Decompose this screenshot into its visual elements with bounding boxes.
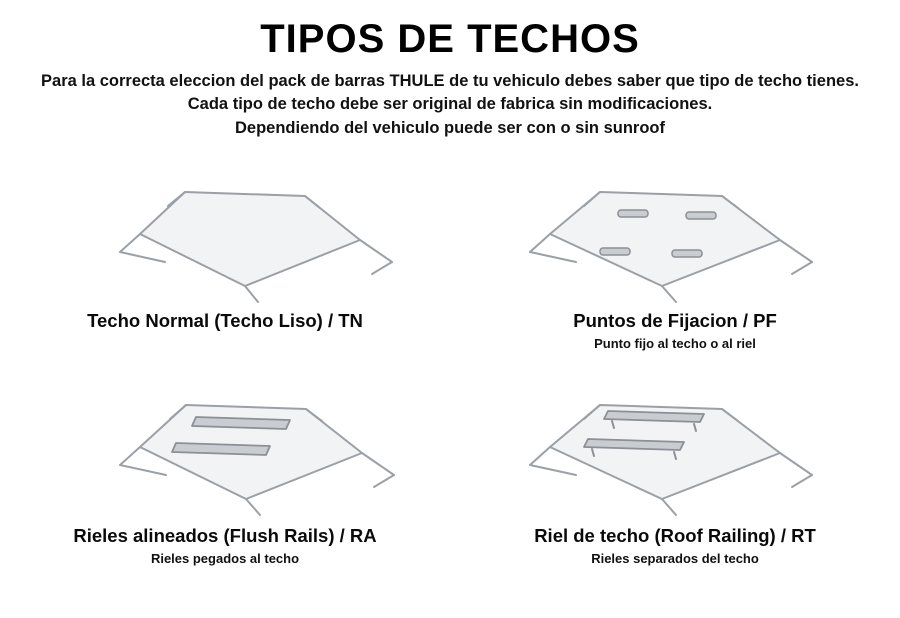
roof-type-label: Riel de techo (Roof Railing) / RT (534, 525, 816, 546)
roof-type-sublabel: Rieles pegados al techo (150, 551, 300, 567)
roof-type-card-riel-de-techo (450, 381, 900, 596)
caption-block (450, 525, 900, 567)
roof-type-card-puntos-de-fijacion (450, 166, 900, 381)
roof-type-label: Techo Normal (Techo Liso) / TN (87, 310, 363, 331)
car-roof-raised-rails-icon (450, 381, 900, 521)
roof-type-sublabel: Rieles separados del techo (591, 551, 759, 567)
intro-text (0, 70, 900, 140)
intro-line-3: Dependiendo del vehiculo puede ser con o sin sunroof (235, 118, 665, 137)
intro-line-1: Para la correcta eleccion del pack de barras THULE de tu vehiculo debes saber que tipo de techo tienes. (41, 72, 859, 90)
roof-type-sublabel: Punto fijo al techo o al riel (594, 336, 756, 352)
roof-types-grid (0, 166, 900, 596)
roof-type-card-techo-normal (0, 166, 450, 381)
intro-line-2: Cada tipo de techo debe ser original de fabrica sin modificaciones. (187, 95, 713, 114)
roof-type-card-rieles-alineados (0, 381, 450, 596)
roof-type-label: Rieles alineados (Flush Rails) / RA (73, 525, 377, 546)
car-roof-fixpoints-icon (450, 166, 900, 306)
caption-block (0, 525, 450, 567)
page-title: TIPOS DE TECHOS (260, 17, 640, 61)
car-roof-plain-icon (0, 166, 450, 306)
roof-type-label: Puntos de Fijacion / PF (573, 310, 777, 331)
poster-root (0, 18, 900, 618)
car-roof-flush-rails-icon (0, 381, 450, 521)
caption-block (450, 310, 900, 352)
caption-block (0, 310, 450, 332)
